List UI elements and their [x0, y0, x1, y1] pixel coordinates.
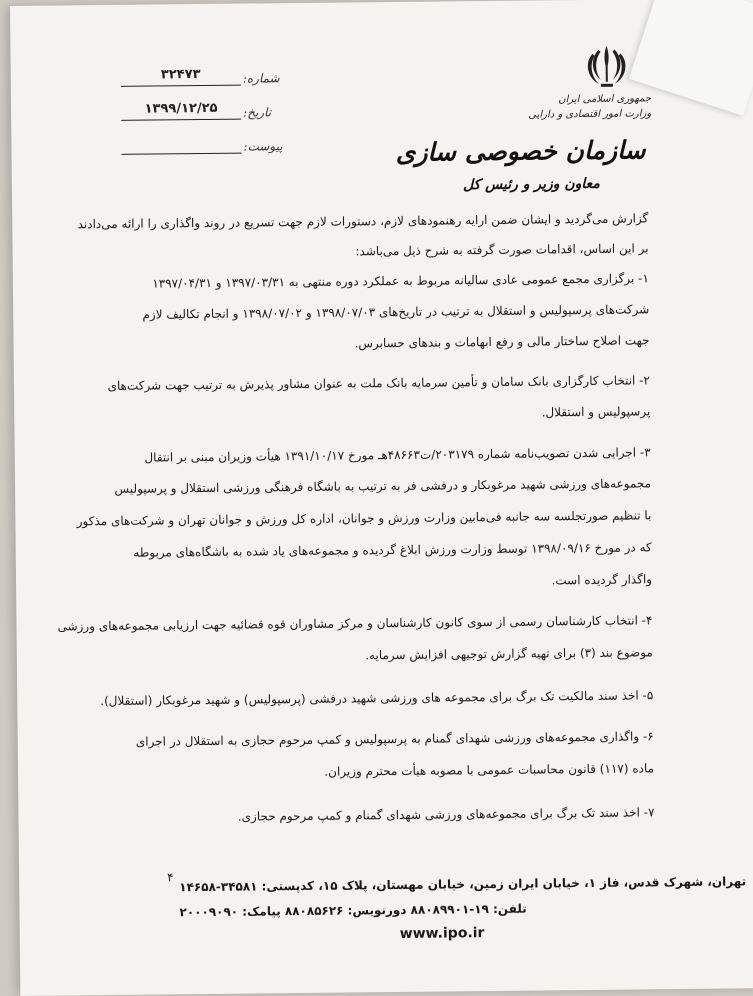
date-line	[121, 119, 241, 121]
gov-line-2: وزارت امور اقتصادی و دارایی	[528, 108, 652, 121]
body-line: ۷- اخذ سند تک برگ برای مجموعه‌های ورزشی شهدای گمنام و کمپ مرحوم حجازی.	[237, 805, 655, 824]
date-label: تاریخ:	[243, 105, 272, 120]
body-line: ۴- انتخاب کارشناسان رسمی از سوی کانون کارشناسان و مرکز مشاوران قوه قضائیه جهت ارزیابی مجموعه‌های ورزشی	[57, 613, 653, 634]
footer-website: www.ipo.ir	[399, 925, 485, 942]
body-line: مجموعه‌های ورزشی شهید مرغوبکار و درفشی فر به ترتیب به باشگاه فرهنگی ورزشی استقلال و پرسپولیس	[114, 476, 652, 496]
page-number: ۴	[167, 870, 174, 885]
body-line: ۵- اخذ سند مالکیت تک برگ برای مجموعه های ورزشی شهید درفشی (پرسپولیس) و شهید مرغوبکار (استقلال).	[100, 688, 654, 709]
body-line: گزارش می‌گردید و ایشان ضمن ارایه رهنمودهای لازم، دستورات لازم جهت تسریع در روند واگذاری را ارائه می‌دادند	[77, 211, 649, 232]
salutation: معاون وزیر و رئیس کل	[462, 175, 600, 194]
body-line: واگذار گردیده است.	[551, 572, 653, 588]
body-line: جهت اصلاح ساختار مالی و رفع ابهامات و بندهای حسابرس.	[354, 333, 650, 351]
footer-contact: تلفن: ۱۹-۸۸۰۸۹۹۰۱ دورنویس: ۸۸۰۸۵۶۲۶ پیامک: ۲۰۰۰۹۰۹۰	[179, 901, 527, 920]
attachment-field	[121, 133, 283, 157]
gov-line-1: جمهوری اسلامی ایران	[558, 93, 652, 106]
date-value: ۱۳۹۹/۱۲/۲۵	[144, 100, 218, 117]
number-field	[121, 65, 280, 89]
date-field	[121, 99, 271, 123]
body-line: ۱- برگزاری مجمع عمومی عادی سالیانه مربوط به عملکرد دوره منتهی به ۱۳۹۷/۰۳/۳۱ و ۱۳۹۷/۰۴/۳۱	[152, 271, 649, 291]
body-line: که در مورخ ۱۳۹۸/۰۹/۱۶ توسط وزارت ورزش ابلاغ گردیده و مجموعه‌های یاد شده به باشگاه‌های مربوطه	[133, 540, 652, 560]
body-line: شرکت‌های پرسپولیس و استقلال به ترتیب در تاریخ‌های ۱۳۹۸/۰۷/۰۳ و ۱۳۹۸/۰۷/۰۲ و انجام تکالیف لازم	[142, 302, 650, 322]
iran-emblem-icon	[584, 42, 629, 90]
body-line: ۲- انتخاب کارگزاری بانک سامان و تأمین سرمایه بانک ملت به عنوان مشاور پذیرش به ترتیب جهت شرکت‌های	[107, 373, 651, 393]
body-line: موضوع بند (۳) برای تهیه گزارش توجیهی افزایش سرمایه.	[365, 645, 653, 663]
letter-sheet	[10, 0, 753, 996]
number-value: ۳۲۴۷۳	[160, 67, 201, 83]
attachment-value	[122, 150, 242, 151]
body-line: ماده (۱۱۷) قانون محاسبات عمومی با مصوبه هیأت محترم وزیران.	[324, 761, 655, 779]
attachment-label: پیوست:	[243, 139, 283, 154]
number-line	[121, 85, 241, 87]
org-name: سازمان خصوصی سازی	[395, 135, 646, 167]
body-line: ۶- واگذاری مجموعه‌های ورزشی شهدای گمنام به پرسپولیس و کمپ مرحوم حجازی به استقلال در اجرای	[135, 729, 654, 749]
body-line: ۳- اجرایی شدن تصویب‌نامه شماره ۲۰۳۱۷۹/ت۴۸۶۶۳هـ مورخ ۱۳۹۱/۱۰/۱۷ هیأت وزیران مبنی بر انتقال	[144, 445, 651, 465]
footer-address: تهران، شهرک قدس، فاز ۱، خیابان ایران زمین، خیابان مهستان، پلاک ۱۵، کدپستی: ۳۴۵۸۱-۱۴۶۵۸	[179, 874, 747, 895]
body-line: بر این اساس، اقدامات صورت گرفته به شرح ذیل می‌باشد:	[355, 241, 649, 259]
number-label: شماره:	[242, 71, 280, 86]
attachment-line	[122, 153, 242, 155]
body-line: پرسپولیس و استقلال.	[541, 404, 651, 420]
body-line: با تنظیم صورتجلسه سه جانبه فی‌مابین وزارت ورزش و جوانان، اداره کل ورزش و جوانان تهران و شرکت‌های مذکور	[76, 508, 652, 529]
